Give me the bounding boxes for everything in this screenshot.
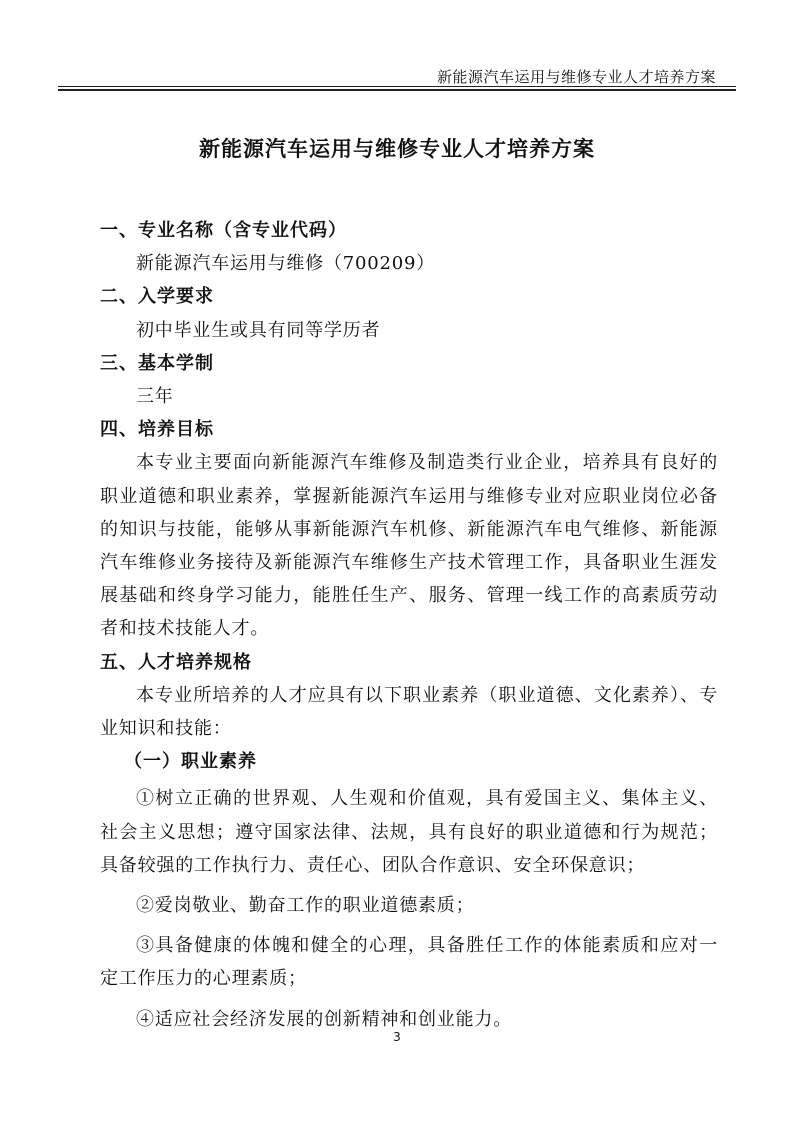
section-heading-admission: 二、入学要求 <box>100 286 214 308</box>
section-text-duration: 三年 <box>136 386 174 408</box>
section-text-admission: 初中毕业生或具有同等学历者 <box>136 319 381 341</box>
section-heading-major-name: 一、专业名称（含专业代码） <box>100 220 347 241</box>
list-item-quality-2: ②爱岗敬业、勤奋工作的职业道德素质； <box>136 895 475 917</box>
subsection-heading-professional-quality: （一）职业素养 <box>124 751 257 773</box>
section-heading-specifications: 五、人才培养规格 <box>100 651 252 673</box>
document-title: 新能源汽车运用与维修专业人才培养方案 <box>199 137 595 161</box>
list-item-quality-1: ①树立正确的世界观、人生观和价值观，具有爱国主义、集体主义、社会主义思想；遵守国家法律、法规，具有良好的职业道德和行为规范；具备较强的工作执行力、责任心、团队合作意识、安全环保意识； <box>100 788 718 876</box>
list-item-quality-4: ④适应社会经济发展的创新精神和创业能力。 <box>136 1008 512 1030</box>
running-header: 新能源汽车运用与维修专业人才培养方案 <box>436 68 716 86</box>
page-number: 3 <box>393 1030 401 1044</box>
section-paragraph-objectives: 本专业主要面向新能源汽车维修及制造类行业企业，培养具有良好的职业道德和职业素养，掌握新能源汽车运用与维修专业对应职业岗位必备的知识与技能，能够从事新能源汽车机修、新能源汽车电气维修、新能源汽车维修业务接待及新能源汽车维修生产技术管理工作，具备职业生涯发展基础和终身学习能力，能胜任生产、服务、管理一线工作的高素质劳动者和技术技能人才。 <box>100 452 718 640</box>
header-rule-thick <box>58 89 736 91</box>
list-item-quality-3: ③具备健康的体魄和健全的心理，具备胜任工作的体能素质和应对一定工作压力的心理素质； <box>100 935 718 990</box>
section-paragraph-specifications: 本专业所培养的人才应具有以下职业素养（职业道德、文化素养）、专业知识和技能： <box>100 684 718 740</box>
section-text-major-name: 新能源汽车运用与维修（700209） <box>136 253 436 275</box>
header-rule <box>58 86 736 87</box>
section-heading-objectives: 四、培养目标 <box>100 419 214 441</box>
document-body <box>100 214 718 1036</box>
section-heading-duration: 三、基本学制 <box>100 352 214 374</box>
